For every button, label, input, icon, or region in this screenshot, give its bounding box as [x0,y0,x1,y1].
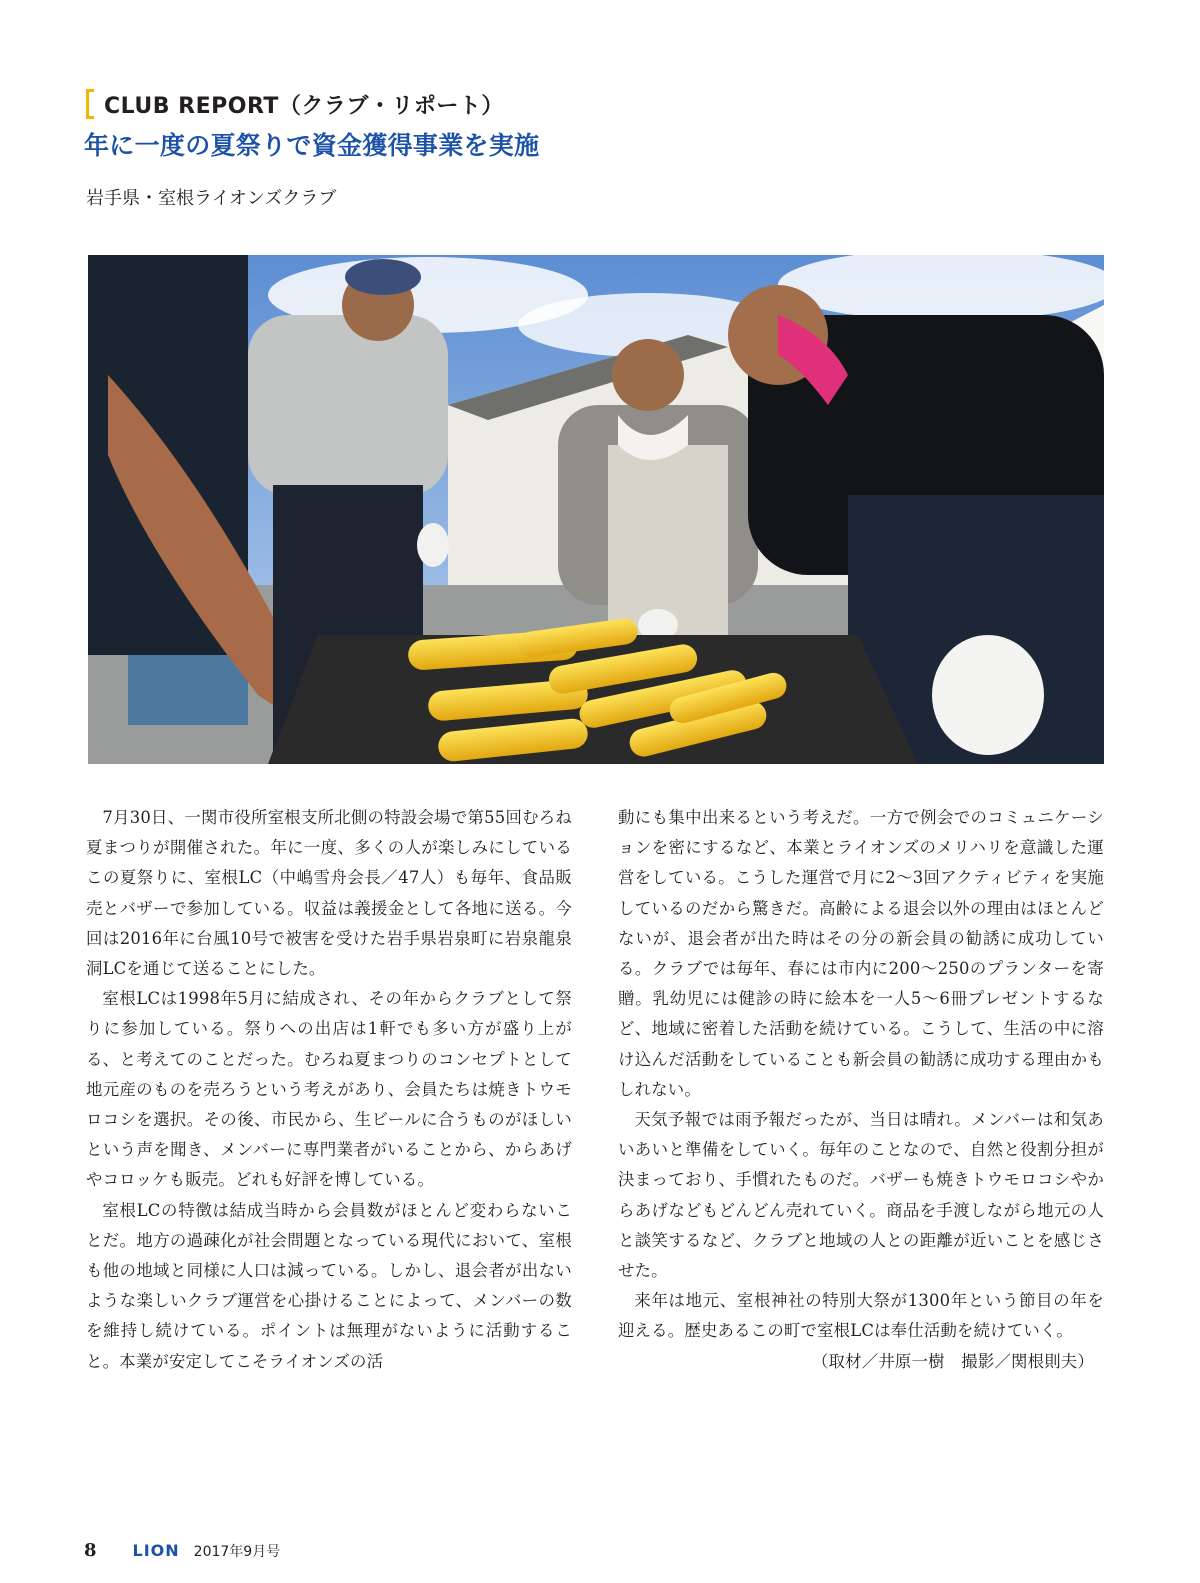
paragraph: 室根LCは1998年5月に結成され、その年からクラブとして祭りに参加している。祭りへの出店は1軒でも多い方が盛り上がる、と考えてのことだった。むろね夏まつりのコンセプトとして地元産のものを売ろうという考えがあり、会員たちは焼きトウモロコシを選択。その後、市民から、生ビールに合うものがほしいという声を聞き、メンバーに専門業者がいることから、からあげやコロッケも販売。どれも好評を博している。 [86,989,572,1190]
page-number: 8 [84,1540,97,1561]
article-column-right [618,803,1104,1377]
club-name: 岩手県・室根ライオンズクラブ [86,188,337,209]
section-label [86,86,504,122]
paragraph: 7月30日、一関市役所室根支所北側の特設会場で第55回むろね夏まつりが開催された。年に一度、多くの人が楽しみにしているこの夏祭りに、室根LC（中嶋雪舟会長／47人）も毎年、食品販売とバザーで参加している。収益は義援金として各地に送る。今回は2016年に台風10号で被害を受けた岩手県岩泉町に岩泉龍泉洞LCを通じて送ることにした。 [86,808,572,979]
issue-date: 2017年9月号 [193,1544,281,1560]
paragraph: 室根LCの特徴は結成当時から会員数がほとんど変わらないことだ。地方の過疎化が社会問題となっている現代において、室根も他の地域と同様に人口は減っている。しかし、退会者が出ないような楽しいクラブ運営を心掛けることによって、メンバーの数を維持し続けている。ポイントは無理がないように活動すること。本業が安定してこそライオンズの活 [86,1200,572,1371]
article-headline: 年に一度の夏祭りで資金獲得事業を実施 [84,131,540,160]
magazine-name: LION [132,1541,180,1560]
paragraph: 来年は地元、室根神社の特別大祭が1300年という節目の年を迎える。歴史あるこの町で室根LCは奉仕活動を続けていく。 [618,1291,1104,1341]
article-photo [88,255,1104,764]
photo-credit: （取材／井原一樹 撮影／関根則夫） [811,1351,1094,1371]
section-label-text: CLUB REPORT（クラブ・リポート） [104,93,504,119]
paragraph: 動にも集中出来るという考えだ。一方で例会でのコミュニケーションを密にするなど、本業とライオンズのメリハリを意識した運営をしている。こうした運営で月に2～3回アクティビティを実施しているのだから驚きだ。高齢による退会以外の理由はほとんどないが、退会者が出た時はその分の新会員の勧誘に成功している。クラブでは毎年、春には市内に200～250のプランターを寄贈。乳幼児には健診の時に絵本を一人5～6冊プレゼントするなど、地域に密着した活動を続けている。こうして、生活の中に溶け込んだ活動をしていることも新会員の勧誘に成功する理由かもしれない。 [618,808,1104,1099]
article-column-left [86,803,572,1377]
bracket-mark [86,89,94,119]
page-footer [84,1540,280,1566]
paragraph: 天気予報では雨予報だったが、当日は晴れ。メンバーは和気あいあいと準備をしていく。毎年のことなので、自然と役割分担が決まっており、手慣れたものだ。バザーも焼きトウモロコシやからあげなどもどんどん売れていく。商品を手渡しながら地元の人と談笑するなど、クラブと地域の人との距離が近いことを感じさせた。 [618,1110,1104,1281]
